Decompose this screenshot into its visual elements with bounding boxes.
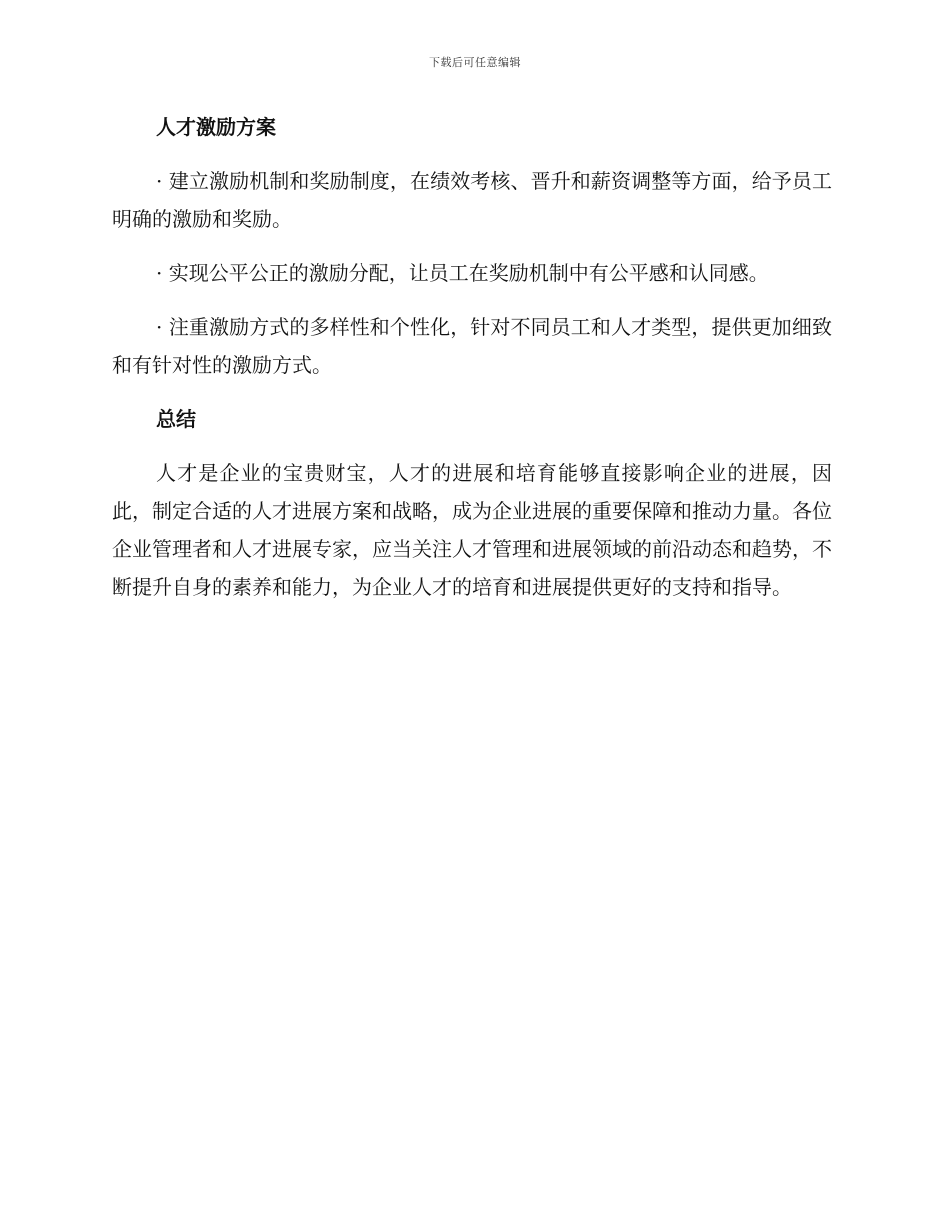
page-header-note: 下载后可任意编辑 xyxy=(429,56,521,69)
document-body xyxy=(112,108,832,606)
section-heading-incentive: 人才激励方案 xyxy=(156,115,276,139)
incentive-bullet-1: · 建立激励机制和奖励制度，在绩效考核、晋升和薪资调整等方面，给予员工明确的激励和奖励。 xyxy=(112,169,832,231)
incentive-bullet-2: · 实现公平公正的激励分配，让员工在奖励机制中有公平感和认同感。 xyxy=(156,261,769,285)
incentive-bullet-3: · 注重激励方式的多样性和个性化，针对不同员工和人才类型，提供更加细致和有针对性的激励方式。 xyxy=(112,315,832,377)
section-heading-summary: 总结 xyxy=(156,407,196,431)
summary-paragraph: 人才是企业的宝贵财宝，人才的进展和培育能够直接影响企业的进展，因此，制定合适的人才进展方案和战略，成为企业进展的重要保障和推动力量。各位企业管理者和人才进展专家，应当关注人才管理和进展领域的前沿动态和趋势，不断提升自身的素养和能力，为企业人才的培育和进展提供更好的支持和指导。 xyxy=(112,461,832,599)
